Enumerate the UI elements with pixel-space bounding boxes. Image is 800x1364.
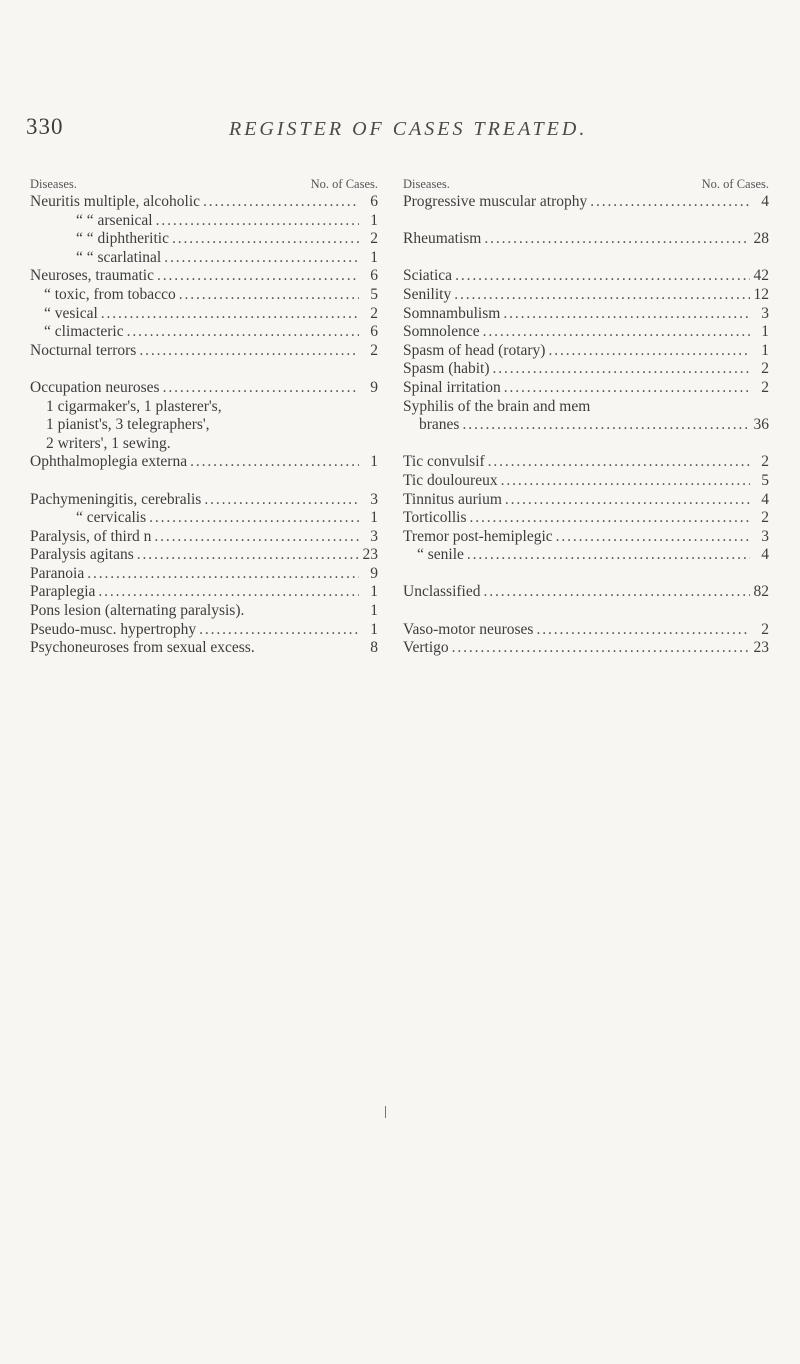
table-row bbox=[403, 583, 769, 602]
case-count: 4 bbox=[761, 490, 769, 508]
table-row bbox=[30, 528, 378, 547]
disease-name: Psychoneuroses from sexual excess. bbox=[30, 639, 255, 657]
case-count: 1 bbox=[370, 602, 378, 620]
dot-leader bbox=[501, 472, 750, 491]
table-row bbox=[403, 528, 769, 547]
disease-name: Rheumatism bbox=[403, 230, 482, 248]
disease-name: Pseudo-musc. hypertrophy bbox=[30, 620, 197, 638]
disease-name: Paranoia bbox=[30, 564, 85, 582]
dot-leader bbox=[504, 379, 750, 398]
disease-name: Sciatica bbox=[403, 267, 453, 285]
dot-leader bbox=[483, 323, 750, 342]
table-row bbox=[30, 491, 378, 510]
disease-name: “ “ diphtheritic bbox=[76, 230, 169, 248]
dot-leader bbox=[149, 509, 359, 528]
table-row bbox=[403, 323, 769, 342]
case-count: 1 bbox=[370, 583, 378, 601]
dot-leader bbox=[179, 286, 359, 305]
running-head: REGISTER OF CASES TREATED. bbox=[229, 118, 588, 140]
disease-name: “ climacteric bbox=[44, 323, 124, 341]
disease-name: “ senile bbox=[417, 546, 464, 564]
table-row bbox=[403, 621, 769, 640]
table-row bbox=[30, 583, 378, 602]
disease-name: “ toxic, from tobacco bbox=[44, 285, 176, 303]
disease-name: Paraplegia bbox=[30, 583, 96, 601]
table-row bbox=[403, 286, 769, 305]
case-count: 2 bbox=[370, 304, 378, 322]
right-entries bbox=[403, 193, 769, 658]
case-count: 3 bbox=[370, 527, 378, 545]
disease-name: Somnolence bbox=[403, 323, 480, 341]
dot-leader bbox=[157, 267, 359, 286]
disease-name: Unclassified bbox=[403, 583, 481, 601]
table-row bbox=[30, 639, 378, 658]
dot-leader bbox=[87, 565, 359, 584]
table-row bbox=[30, 212, 378, 231]
case-count: 42 bbox=[753, 267, 769, 285]
column-header bbox=[30, 175, 378, 193]
case-count: 2 bbox=[761, 378, 769, 396]
disease-name: Progressive muscular atrophy bbox=[403, 193, 588, 210]
case-count: 1 bbox=[370, 620, 378, 638]
dot-leader bbox=[156, 212, 359, 231]
entry-note: Syphilis of the brain and mem bbox=[403, 397, 591, 415]
disease-name: Tic convulsif bbox=[403, 453, 485, 471]
case-count: 3 bbox=[761, 527, 769, 545]
table-row bbox=[30, 621, 378, 640]
table-row bbox=[30, 565, 378, 584]
disease-name: Spinal irritation bbox=[403, 378, 501, 396]
dot-leader bbox=[548, 342, 750, 361]
dot-leader bbox=[536, 621, 750, 640]
disease-name: Tinnitus aurium bbox=[403, 490, 502, 508]
table-row bbox=[403, 639, 769, 658]
dot-leader bbox=[164, 249, 359, 268]
disease-name: Spasm of head (rotary) bbox=[403, 341, 546, 359]
dot-leader bbox=[154, 528, 359, 547]
disease-name: Occupation neuroses bbox=[30, 378, 160, 396]
entry-note: 1 pianist's, 3 telegraphers', bbox=[46, 416, 210, 434]
disease-name: Torticollis bbox=[403, 509, 467, 527]
entry-note: 2 writers', 1 sewing. bbox=[46, 434, 171, 452]
disease-name: Vaso-motor neuroses bbox=[403, 620, 534, 638]
spacer bbox=[403, 565, 769, 584]
disease-name: “ cervicalis bbox=[76, 509, 147, 527]
case-count: 28 bbox=[753, 230, 769, 248]
dot-leader bbox=[190, 453, 359, 472]
case-count: 1 bbox=[761, 341, 769, 359]
table-row bbox=[30, 602, 378, 621]
disease-name: Spasm (habit) bbox=[403, 360, 490, 378]
table-row bbox=[30, 249, 378, 268]
case-count: 5 bbox=[370, 285, 378, 303]
case-count: 9 bbox=[370, 378, 378, 396]
dot-leader bbox=[137, 546, 359, 565]
cases-heading: No. of Cases. bbox=[701, 177, 769, 191]
dot-leader bbox=[454, 286, 750, 305]
case-count: 1 bbox=[370, 211, 378, 229]
dot-leader bbox=[455, 267, 750, 286]
dot-leader bbox=[493, 360, 750, 379]
diseases-heading: Diseases. bbox=[403, 177, 450, 191]
disease-name: Tic douloureux bbox=[403, 471, 498, 489]
table-row bbox=[30, 193, 378, 212]
page-number: 330 bbox=[26, 114, 64, 139]
dot-leader bbox=[488, 453, 750, 472]
spacer bbox=[403, 602, 769, 621]
disease-name: “ “ arsenical bbox=[76, 211, 153, 229]
right-column bbox=[403, 175, 769, 658]
cases-heading: No. of Cases. bbox=[310, 177, 378, 191]
case-count: 6 bbox=[370, 267, 378, 285]
disease-name: Neuroses, traumatic bbox=[30, 267, 154, 285]
disease-name: Paralysis, of third n bbox=[30, 527, 152, 545]
table-row bbox=[403, 509, 769, 528]
spacer bbox=[30, 360, 378, 379]
case-count: 2 bbox=[370, 230, 378, 248]
case-count: 1 bbox=[370, 509, 378, 527]
table-row bbox=[30, 379, 378, 398]
entry-note: 1 cigarmaker's, 1 plasterer's, bbox=[46, 397, 222, 415]
dot-leader bbox=[484, 230, 750, 249]
table-row bbox=[30, 546, 378, 565]
left-column bbox=[30, 175, 378, 658]
dot-leader bbox=[467, 546, 750, 565]
table-row bbox=[403, 546, 769, 565]
case-count: 3 bbox=[370, 490, 378, 508]
case-count: 3 bbox=[761, 304, 769, 322]
table-row bbox=[403, 416, 769, 435]
dot-leader bbox=[483, 583, 750, 602]
case-count: 2 bbox=[761, 509, 769, 527]
disease-name: “ “ scarlatinal bbox=[76, 248, 162, 266]
table-row bbox=[30, 509, 378, 528]
dot-leader bbox=[505, 491, 750, 510]
disease-name: Somnambulism bbox=[403, 304, 501, 322]
spacer bbox=[30, 472, 378, 491]
case-count: 8 bbox=[370, 639, 378, 657]
dot-leader bbox=[590, 193, 750, 212]
left-entries bbox=[30, 193, 378, 658]
table-row bbox=[403, 491, 769, 510]
table-row bbox=[30, 323, 378, 342]
case-count: 1 bbox=[370, 453, 378, 471]
case-count: 12 bbox=[753, 285, 769, 303]
table-row bbox=[30, 267, 378, 286]
dot-leader bbox=[127, 323, 359, 342]
spacer bbox=[403, 435, 769, 454]
case-count: 5 bbox=[761, 471, 769, 489]
case-count: 6 bbox=[370, 323, 378, 341]
table-row bbox=[403, 305, 769, 324]
case-count: 2 bbox=[761, 360, 769, 378]
disease-name: Vertigo bbox=[403, 639, 449, 657]
spacer bbox=[403, 212, 769, 231]
case-count: 36 bbox=[753, 416, 769, 434]
table-row bbox=[403, 267, 769, 286]
disease-name: Neuritis multiple, alcoholic bbox=[30, 193, 201, 210]
table-row bbox=[30, 230, 378, 249]
dot-leader bbox=[462, 416, 750, 435]
dot-leader bbox=[503, 305, 750, 324]
table-row bbox=[403, 193, 769, 212]
disease-name: Senility bbox=[403, 285, 452, 303]
disease-name: “ vesical bbox=[44, 304, 98, 322]
disease-name: Tremor post-hemiplegic bbox=[403, 527, 553, 545]
dot-leader bbox=[199, 621, 359, 640]
diseases-heading: Diseases. bbox=[30, 177, 77, 191]
table-row bbox=[403, 342, 769, 361]
case-count: 2 bbox=[370, 341, 378, 359]
disease-name: branes bbox=[419, 416, 460, 434]
disease-name: Nocturnal terrors bbox=[30, 341, 137, 359]
table-row bbox=[403, 453, 769, 472]
dot-leader bbox=[556, 528, 750, 547]
disease-name: Pachymeningitis, cerebralis bbox=[30, 490, 202, 508]
dot-leader bbox=[204, 491, 359, 510]
disease-name: Paralysis agitans bbox=[30, 546, 134, 564]
table-row bbox=[30, 453, 378, 472]
dot-leader bbox=[470, 509, 751, 528]
table-row bbox=[403, 472, 769, 491]
table-row bbox=[403, 360, 769, 379]
case-count: 6 bbox=[370, 193, 378, 210]
dot-leader bbox=[101, 305, 359, 324]
dot-leader bbox=[452, 639, 750, 658]
case-count: 1 bbox=[370, 248, 378, 266]
disease-name: Pons lesion (alternating paralysis). bbox=[30, 602, 245, 620]
spacer bbox=[403, 249, 769, 268]
dot-leader bbox=[139, 342, 359, 361]
dot-leader bbox=[163, 379, 359, 398]
table-row bbox=[403, 230, 769, 249]
case-count: 1 bbox=[761, 323, 769, 341]
dot-leader bbox=[203, 193, 359, 212]
case-count: 2 bbox=[761, 620, 769, 638]
dot-leader bbox=[98, 583, 359, 602]
table-row bbox=[30, 342, 378, 361]
column-header bbox=[403, 175, 769, 193]
disease-name: Ophthalmoplegia externa bbox=[30, 453, 188, 471]
case-count: 23 bbox=[362, 546, 378, 564]
case-count: 82 bbox=[753, 583, 769, 601]
case-count: 23 bbox=[753, 639, 769, 657]
case-count: 4 bbox=[761, 546, 769, 564]
dot-leader bbox=[172, 230, 359, 249]
case-count: 4 bbox=[761, 193, 769, 210]
case-count: 2 bbox=[761, 453, 769, 471]
table-row bbox=[30, 286, 378, 305]
case-count: 9 bbox=[370, 564, 378, 582]
stray-mark bbox=[385, 1106, 386, 1118]
table-row bbox=[403, 379, 769, 398]
table-row bbox=[30, 305, 378, 324]
